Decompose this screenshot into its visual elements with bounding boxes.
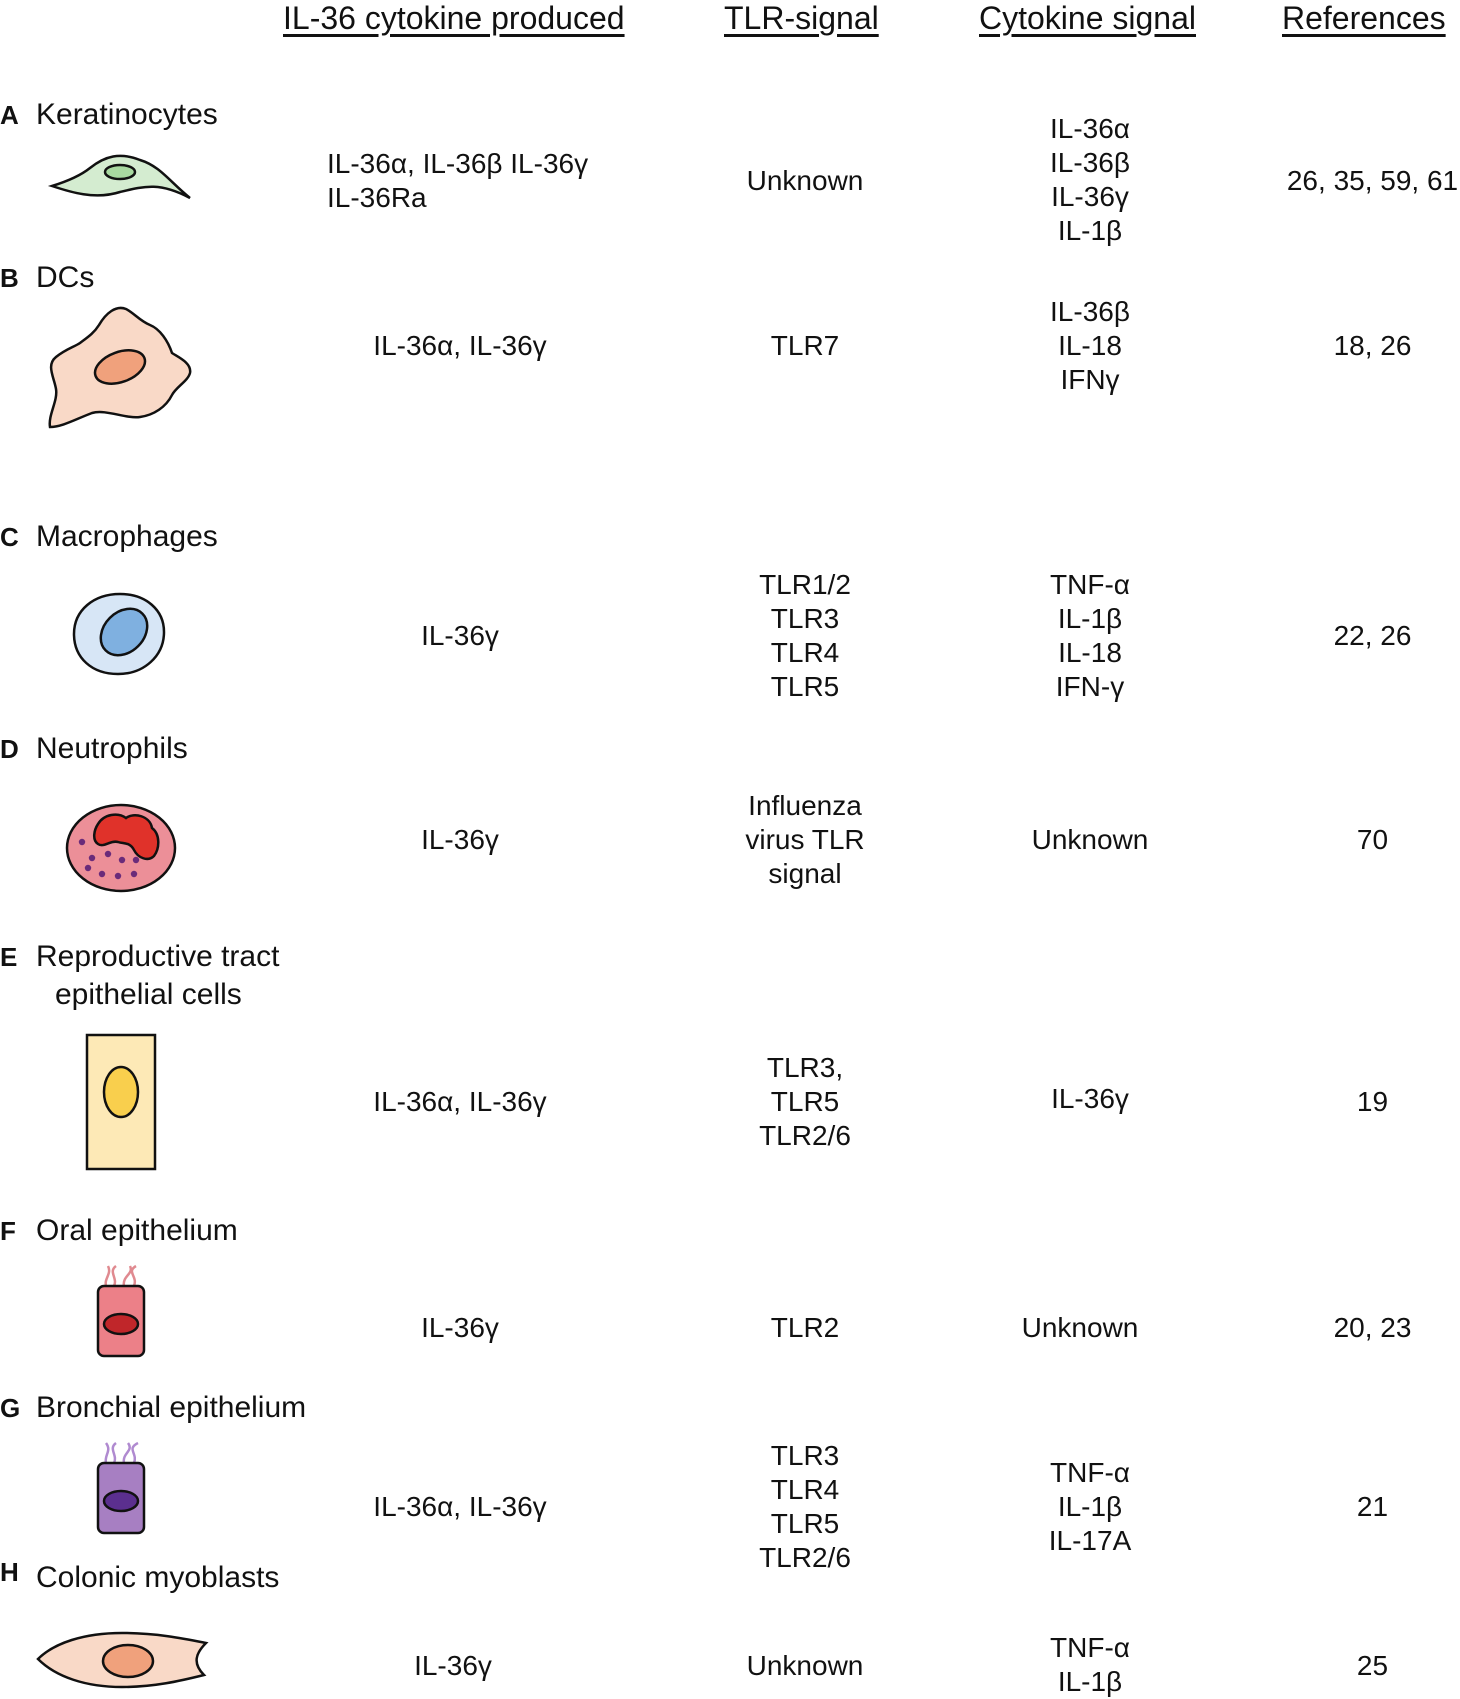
cell-type-name: Neutrophils — [36, 732, 188, 765]
row-title — [0, 1389, 306, 1427]
row-letter: D — [0, 734, 19, 764]
cell-type-name: Keratinocytes — [36, 98, 218, 131]
row-title — [0, 1212, 238, 1250]
row-title — [0, 96, 218, 134]
cell-type-name: Reproductive tract — [36, 940, 280, 973]
row-title — [0, 730, 188, 768]
cell-type-name: Macrophages — [36, 520, 218, 553]
cilia — [106, 1266, 136, 1286]
header-references: References — [1282, 0, 1446, 36]
cytokine-cell: TNF-α IL-1β — [1050, 1632, 1130, 1697]
row-title — [0, 1553, 279, 1597]
cell-nucleus — [103, 1645, 153, 1677]
cytokine-cell: IL-36α IL-36β IL-36γ IL-1β — [1049, 113, 1130, 246]
cell-nucleus — [104, 1067, 138, 1117]
macrophage-cell-icon — [72, 590, 168, 678]
cell-nucleus — [105, 165, 135, 179]
row-letter: B — [0, 263, 19, 293]
tlr-cell: TLR3, TLR5 TLR2/6 — [759, 1052, 851, 1151]
cytokine-cell: TNF-α IL-1β IL-18 IFN-γ — [1050, 569, 1130, 702]
header-cytokine-signal: Cytokine signal — [979, 0, 1196, 36]
tlr-cell: Unknown — [746, 1650, 864, 1681]
row-letter: H — [0, 1557, 19, 1587]
il36-cell: IL-36α, IL-36γ — [373, 330, 547, 361]
cytokine-cell: IL-36γ — [1051, 1083, 1129, 1114]
row-letter: F — [0, 1216, 16, 1246]
cell-type-name: Bronchial epithelium — [36, 1391, 307, 1424]
cell-type-name: DCs — [36, 261, 95, 294]
cell-nucleus — [104, 1491, 138, 1511]
cilia — [106, 1443, 138, 1463]
bronchial-epithelium-cell-icon — [94, 1439, 148, 1535]
il36-cell: IL-36γ — [421, 620, 499, 651]
references-cell: 21 — [1356, 1491, 1389, 1522]
tlr-cell: Influenza virus TLR signal — [745, 790, 865, 889]
dendritic-cell-icon — [44, 303, 194, 435]
header-tlr-signal: TLR-signal — [724, 0, 879, 36]
tlr-cell: TLR1/2 TLR3 TLR4 TLR5 — [759, 569, 851, 702]
references-cell: 20, 23 — [1333, 1312, 1412, 1343]
cell-type-name: Oral epithelium — [36, 1214, 238, 1247]
cell-nucleus — [104, 1314, 138, 1334]
cell-type-name: Colonic myoblasts — [36, 1561, 280, 1594]
references-cell: 19 — [1356, 1086, 1389, 1117]
il36-cell: IL-36α, IL-36β IL-36γ IL-36Ra — [327, 148, 589, 213]
row-letter: G — [0, 1393, 21, 1423]
row-letter: C — [0, 522, 19, 552]
references-cell: 26, 35, 59, 61 — [1286, 165, 1459, 196]
il36-cell: IL-36γ — [414, 1650, 492, 1681]
row-title — [0, 938, 279, 976]
row-title — [0, 259, 94, 297]
il36-cell: IL-36γ — [421, 1312, 499, 1343]
references-cell: 22, 26 — [1333, 620, 1412, 651]
tlr-cell: TLR7 — [770, 330, 840, 361]
epithelial-cell-icon — [85, 1033, 157, 1171]
tlr-cell: TLR3 TLR4 TLR5 TLR2/6 — [759, 1440, 851, 1573]
cytokine-cell: IL-36β IL-18 IFNγ — [1050, 296, 1130, 395]
references-cell: 25 — [1356, 1650, 1389, 1681]
oral-epithelium-cell-icon — [94, 1262, 148, 1358]
row-letter: E — [0, 942, 18, 972]
tlr-cell: TLR2 — [770, 1312, 840, 1343]
row-title — [0, 518, 218, 556]
row-letter: A — [0, 100, 19, 130]
cell-type-name-line2: epithelial cells — [55, 978, 242, 1011]
references-cell: 18, 26 — [1333, 330, 1412, 361]
myoblast-cell-icon — [34, 1629, 210, 1689]
header-il36: IL-36 cytokine produced — [283, 0, 625, 36]
tlr-cell: Unknown — [746, 165, 864, 196]
cytokine-cell: TNF-α IL-1β IL-17A — [1048, 1457, 1132, 1556]
keratinocyte-cell-icon — [50, 152, 195, 202]
il36-cell: IL-36γ — [421, 824, 499, 855]
cytokine-cell: Unknown — [1021, 1312, 1139, 1343]
references-cell: 70 — [1356, 824, 1389, 855]
il36-cell: IL-36α, IL-36γ — [373, 1491, 547, 1522]
neutrophil-cell-icon — [64, 802, 178, 894]
il36-cell: IL-36α, IL-36γ — [373, 1086, 547, 1117]
cytokine-cell: Unknown — [1031, 824, 1149, 855]
